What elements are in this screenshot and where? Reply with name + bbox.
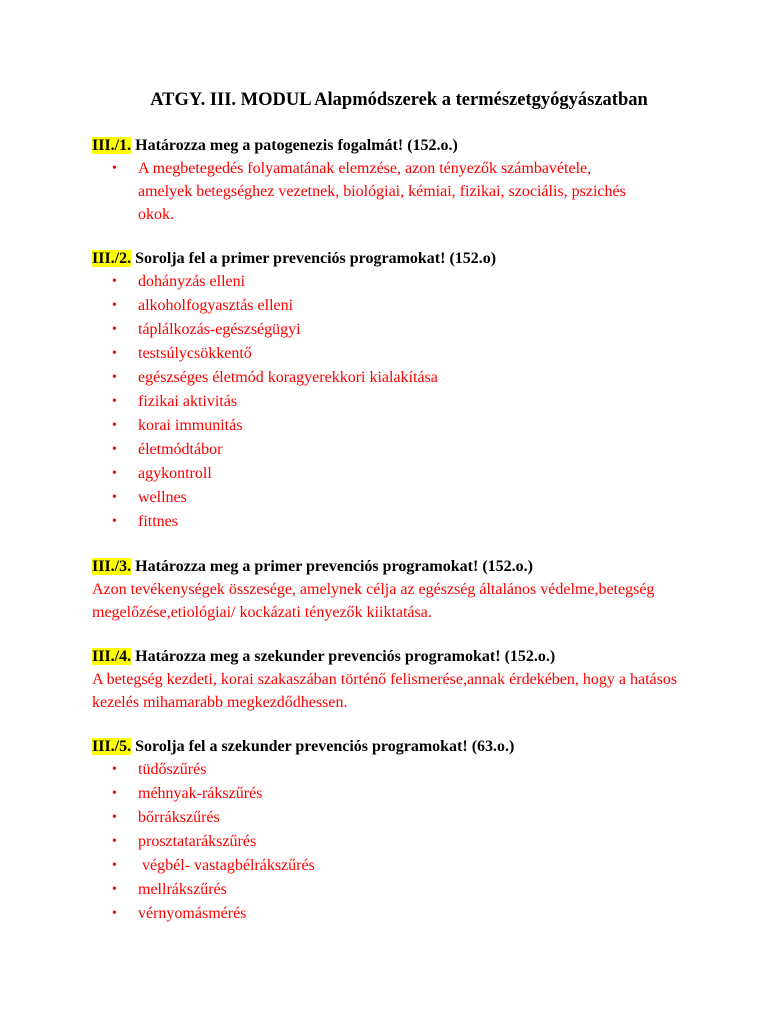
answer-list [92, 758, 708, 926]
bullet-icon: • [112, 882, 117, 897]
bullet-icon: • [112, 834, 117, 849]
list-item: • életmódtábor [112, 438, 708, 462]
bullet-icon: • [112, 490, 117, 505]
bullet-icon: • [112, 762, 117, 777]
list-item: • méhnyak-rákszűrés [112, 782, 708, 806]
question-number: III./3. [92, 558, 132, 575]
bullet-icon: • [112, 906, 117, 921]
list-item: • korai immunitás [112, 414, 708, 438]
question-2 [92, 248, 708, 270]
list-item: • vérnyomásmérés [112, 902, 708, 926]
section-3 [92, 556, 708, 624]
list-item: • fizikai aktivitás [112, 390, 708, 414]
list-item: • táplálkozás-egészségügyi [112, 318, 708, 342]
question-number: III./5. [92, 738, 132, 755]
document-title: ATGY. III. MODUL Alapmódszerek a természetgyógyászatban [150, 90, 648, 110]
bullet-icon: • [112, 161, 117, 176]
question-number: III./2. [92, 250, 132, 267]
list-item: • végbél- vastagbélrákszűrés [112, 854, 708, 878]
question-text: Határozza meg a primer prevenciós programokat! (152.o.) [131, 558, 533, 575]
bullet-icon: • [112, 786, 117, 801]
section-4 [92, 646, 708, 714]
answer-paragraph: Azon tevékenységek összesége, amelynek célja az egészség általános védelme,betegség megelőzése,etiológiai/ kockázati tényezők kiiktatása. [92, 581, 655, 621]
bullet-icon: • [112, 442, 117, 457]
bullet-icon: • [112, 810, 117, 825]
bullet-icon: • [112, 298, 117, 313]
section-2 [92, 248, 708, 534]
bullet-icon: • [112, 418, 117, 433]
question-3 [92, 556, 708, 578]
list-item: • A megbetegedés folyamatának elemzése, azon tényezők számbavétele, amelyek betegséghez vezetnek, biológiai, kémiai, fizikai, szociális, pszichés okok. [112, 157, 708, 226]
bullet-icon: • [112, 346, 117, 361]
question-5 [92, 736, 708, 758]
list-item: • bőrrákszűrés [112, 806, 708, 830]
question-4 [92, 646, 708, 668]
list-item: • mellrákszűrés [112, 878, 708, 902]
bullet-icon: • [112, 466, 117, 481]
list-item: • egészséges életmód koragyerekkori kialakítása [112, 366, 708, 390]
list-item: • wellnes [112, 486, 708, 510]
question-number: III./1. [92, 137, 132, 154]
section-5 [92, 736, 708, 926]
question-text: Határozza meg a patogenezis fogalmát! (152.o.) [131, 137, 458, 154]
list-item: • prosztatarákszűrés [112, 830, 708, 854]
section-1 [92, 135, 708, 226]
bullet-icon: • [112, 322, 117, 337]
list-item: • tüdőszűrés [112, 758, 708, 782]
answer-list [92, 157, 708, 226]
answer-paragraph: A betegség kezdeti, korai szakaszában történő felismerése,annak érdekében, hogy a hatásos kezelés mihamarabb megkezdődhessen. [92, 671, 678, 711]
answer-list [92, 270, 708, 534]
question-text: Sorolja fel a primer prevenciós programokat! (152.o) [131, 250, 497, 267]
bullet-icon: • [112, 274, 117, 289]
question-text: Határozza meg a szekunder prevenciós programokat! (152.o.) [131, 648, 556, 665]
bullet-icon: • [112, 858, 117, 873]
question-number: III./4. [92, 648, 132, 665]
question-text: Sorolja fel a szekunder prevenciós programokat! (63.o.) [131, 738, 515, 755]
list-item: • agykontroll [112, 462, 708, 486]
bullet-icon: • [112, 394, 117, 409]
list-item: • testsúlycsökkentő [112, 342, 708, 366]
bullet-icon: • [112, 370, 117, 385]
bullet-icon: • [112, 514, 117, 529]
list-item: • dohányzás elleni [112, 270, 708, 294]
question-1 [92, 135, 708, 157]
list-item: • alkoholfogyasztás elleni [112, 294, 708, 318]
list-item: • fittnes [112, 510, 708, 534]
